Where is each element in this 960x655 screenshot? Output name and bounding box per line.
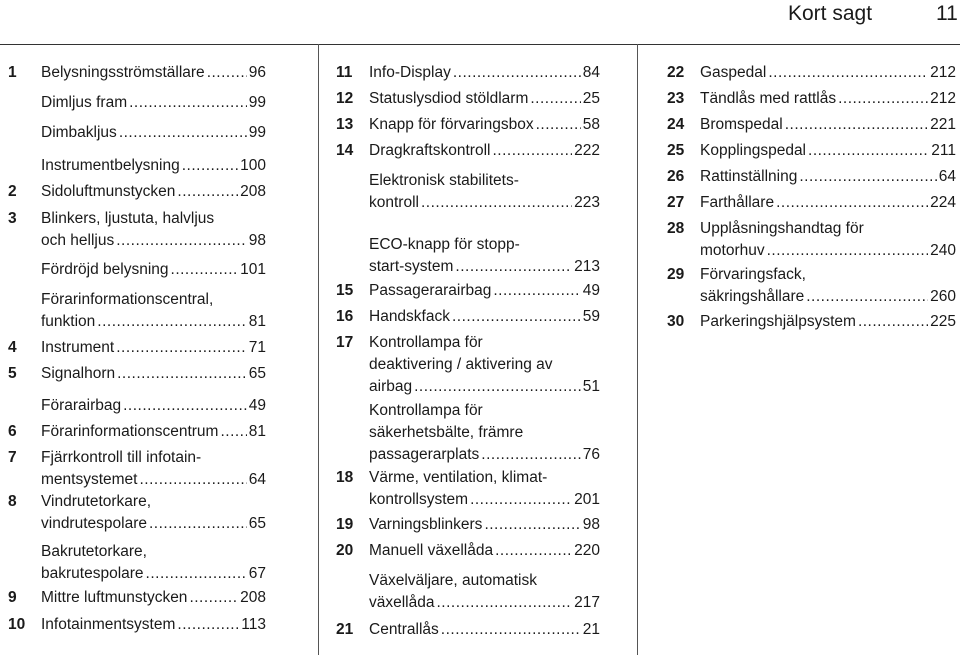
page-reference: 223	[574, 194, 600, 211]
entry-number: 2	[8, 183, 17, 200]
dot-leader	[129, 92, 247, 114]
entry-number: 25	[667, 142, 685, 159]
page-reference: 208	[240, 589, 266, 606]
entry-number: 4	[8, 339, 17, 356]
dot-leader	[536, 114, 581, 136]
page-reference: 64	[248, 471, 266, 488]
dot-leader	[220, 421, 246, 443]
dot-leader	[481, 444, 580, 466]
entry-number: 16	[336, 308, 354, 325]
dot-leader	[414, 376, 581, 398]
page-reference: 71	[248, 339, 266, 356]
page-reference: 212	[930, 64, 956, 81]
entry-text: Passagerarairbag	[369, 282, 492, 299]
entry-number: 29	[667, 266, 685, 283]
entry-text: Infotainmentsystem	[41, 616, 176, 633]
dot-leader	[806, 286, 928, 308]
dot-leader	[808, 140, 929, 162]
page-reference: 58	[582, 116, 600, 133]
entry-number: 22	[667, 64, 685, 81]
dot-leader	[492, 140, 572, 162]
entry-text: Signalhorn	[41, 365, 116, 382]
entry-text: Dimljus fram	[41, 94, 128, 111]
entry-text: Kopplingspedal	[700, 142, 807, 159]
entry-text: mentsystemet	[41, 471, 138, 488]
entry-number: 23	[667, 90, 685, 107]
dot-leader	[139, 469, 246, 491]
page-reference: 49	[582, 282, 600, 299]
page-reference: 260	[930, 288, 956, 305]
dot-leader	[484, 514, 580, 536]
page-reference: 84	[582, 64, 600, 81]
entry-text: Varningsblinkers	[369, 516, 483, 533]
dot-leader	[767, 240, 929, 262]
entry-text: deaktivering / aktivering av	[369, 356, 553, 373]
page-reference: 98	[582, 516, 600, 533]
dot-leader	[530, 88, 580, 110]
entry-number: 11	[336, 64, 353, 81]
entry-text: start-system	[369, 258, 454, 275]
entry-number: 3	[8, 210, 17, 227]
entry-text: Parkeringshjälpsystem	[700, 313, 856, 330]
entry-number: 20	[336, 542, 354, 559]
page-reference: 217	[574, 594, 600, 611]
entry-text: Bakrutetorkare,	[41, 543, 147, 560]
entry-text: Förarairbag	[41, 397, 122, 414]
entry-text: bakrutespolare	[41, 565, 144, 582]
entry-text: Bromspedal	[700, 116, 783, 133]
column-divider	[637, 44, 638, 655]
entry-text: motorhuv	[700, 242, 765, 259]
entry-number: 1	[8, 64, 17, 81]
page-reference: 99	[248, 94, 266, 111]
entry-text: Upplåsningshandtag för	[700, 220, 864, 237]
entry-text: Rattinställning	[700, 168, 798, 185]
entry-number: 9	[8, 589, 17, 606]
entry-text: Förarinformationscentral,	[41, 291, 214, 308]
entry-text: Info-Display	[369, 64, 451, 81]
entry-text: airbag	[369, 378, 413, 395]
entry-text: Instrumentbelysning	[41, 157, 180, 174]
dot-leader	[116, 337, 247, 359]
entry-text: Elektronisk stabilitets-	[369, 172, 519, 189]
entry-number: 13	[336, 116, 354, 133]
page-reference: 208	[240, 183, 266, 200]
dot-leader	[493, 280, 580, 302]
entry-text: kontroll	[369, 194, 419, 211]
entry-text: växellåda	[369, 594, 435, 611]
page-reference: 222	[574, 142, 600, 159]
page-reference: 212	[930, 90, 956, 107]
page-reference: 113	[241, 616, 266, 633]
page-number: 11	[936, 2, 958, 25]
dot-leader	[189, 587, 238, 609]
dot-leader	[182, 155, 238, 177]
page-reference: 240	[930, 242, 956, 259]
entry-text: Knapp för förvaringsbox	[369, 116, 534, 133]
page-reference: 201	[574, 491, 600, 508]
dot-leader	[455, 256, 572, 278]
entry-text: Manuell växellåda	[369, 542, 494, 559]
page-header	[0, 0, 960, 45]
entry-number: 24	[667, 116, 685, 133]
entry-text: Värme, ventilation, klimat-	[369, 469, 548, 486]
page-reference: 101	[240, 261, 266, 278]
entry-number: 27	[667, 194, 685, 211]
page-reference: 25	[582, 90, 600, 107]
dot-leader	[437, 592, 573, 614]
entry-text: Farthållare	[700, 194, 775, 211]
entry-text: och helljus	[41, 232, 115, 249]
entry-number: 5	[8, 365, 17, 382]
entry-text: Fördröjd belysning	[41, 261, 169, 278]
entry-number: 30	[667, 313, 685, 330]
dot-leader	[177, 181, 238, 203]
entry-number: 10	[8, 616, 26, 633]
entry-text: vindrutespolare	[41, 515, 147, 532]
dot-leader	[421, 192, 572, 214]
dot-leader	[441, 619, 581, 641]
dot-leader	[768, 62, 928, 84]
entry-text: passagerarplats	[369, 446, 480, 463]
entry-number: 17	[336, 334, 354, 351]
page-reference: 76	[582, 446, 600, 463]
entry-text: Belysningsströmställare	[41, 64, 205, 81]
entry-number: 14	[336, 142, 354, 159]
dot-leader	[838, 88, 928, 110]
entry-text: Förarinformationscentrum	[41, 423, 219, 440]
dot-leader	[207, 62, 247, 84]
dot-leader	[119, 122, 247, 144]
dot-leader	[146, 563, 247, 585]
page-reference: 221	[930, 116, 956, 133]
dot-leader	[799, 166, 936, 188]
entry-text: Fjärrkontroll till infotain-	[41, 449, 202, 466]
entry-text: Vindrutetorkare,	[41, 493, 151, 510]
entry-number: 8	[8, 493, 17, 510]
page-reference: 21	[582, 621, 600, 638]
entry-text: Förvaringsfack,	[700, 266, 806, 283]
dot-leader	[452, 306, 581, 328]
entry-text: Dimbakljus	[41, 124, 117, 141]
entry-text: Kontrollampa för	[369, 334, 483, 351]
entry-text: Blinkers, ljustuta, halvljus	[41, 210, 215, 227]
entry-text: ECO-knapp för stopp-	[369, 236, 520, 253]
dot-leader	[117, 363, 247, 385]
entry-text: kontrollsystem	[369, 491, 469, 508]
dot-leader	[453, 62, 581, 84]
page-reference: 64	[938, 168, 956, 185]
entry-text: Centrallås	[369, 621, 439, 638]
section-title: Kort sagt	[788, 2, 873, 25]
page-reference: 220	[574, 542, 600, 559]
page-reference: 213	[574, 258, 600, 275]
dot-leader	[149, 513, 247, 535]
entry-text: Gaspedal	[700, 64, 767, 81]
dot-leader	[785, 114, 928, 136]
page-reference: 211	[931, 142, 956, 159]
entry-text: säkerhetsbälte, främre	[369, 424, 524, 441]
dot-leader	[470, 489, 572, 511]
dot-leader	[171, 259, 239, 281]
page-reference: 49	[248, 397, 266, 414]
entry-text: Instrument	[41, 339, 115, 356]
entry-number: 7	[8, 449, 17, 466]
entry-number: 21	[336, 621, 354, 638]
column-divider	[318, 44, 319, 655]
page-reference: 100	[240, 157, 266, 174]
dot-leader	[97, 311, 246, 333]
entry-text: Sidoluftmunstycken	[41, 183, 176, 200]
entry-number: 15	[336, 282, 354, 299]
page-reference: 98	[248, 232, 266, 249]
page-reference: 225	[930, 313, 956, 330]
page-reference: 99	[248, 124, 266, 141]
page-reference: 224	[930, 194, 956, 211]
entry-number: 26	[667, 168, 685, 185]
entry-number: 28	[667, 220, 685, 237]
page-reference: 59	[582, 308, 600, 325]
page-reference: 65	[248, 365, 266, 382]
entry-text: Kontrollampa för	[369, 402, 483, 419]
dot-leader	[858, 311, 928, 333]
dot-leader	[495, 540, 572, 562]
entry-text: Handskfack	[369, 308, 450, 325]
dot-leader	[116, 230, 247, 252]
dot-leader	[177, 614, 239, 636]
dot-leader	[123, 395, 247, 417]
entry-text: Statuslysdiod stöldlarm	[369, 90, 529, 107]
page-reference: 65	[248, 515, 266, 532]
dot-leader	[776, 192, 928, 214]
page-reference: 67	[248, 565, 266, 582]
entry-text: Tändlås med rattlås	[700, 90, 837, 107]
entry-number: 19	[336, 516, 354, 533]
entry-number: 18	[336, 469, 354, 486]
entry-text: Dragkraftskontroll	[369, 142, 491, 159]
entry-number: 6	[8, 423, 17, 440]
page-reference: 96	[248, 64, 266, 81]
entry-text: funktion	[41, 313, 96, 330]
page-reference: 51	[582, 378, 600, 395]
entry-text: Mittre luftmunstycken	[41, 589, 188, 606]
entry-text: säkringshållare	[700, 288, 805, 305]
entry-text: Växelväljare, automatisk	[369, 572, 537, 589]
page-reference: 81	[248, 423, 266, 440]
entry-number: 12	[336, 90, 354, 107]
page-reference: 81	[248, 313, 266, 330]
